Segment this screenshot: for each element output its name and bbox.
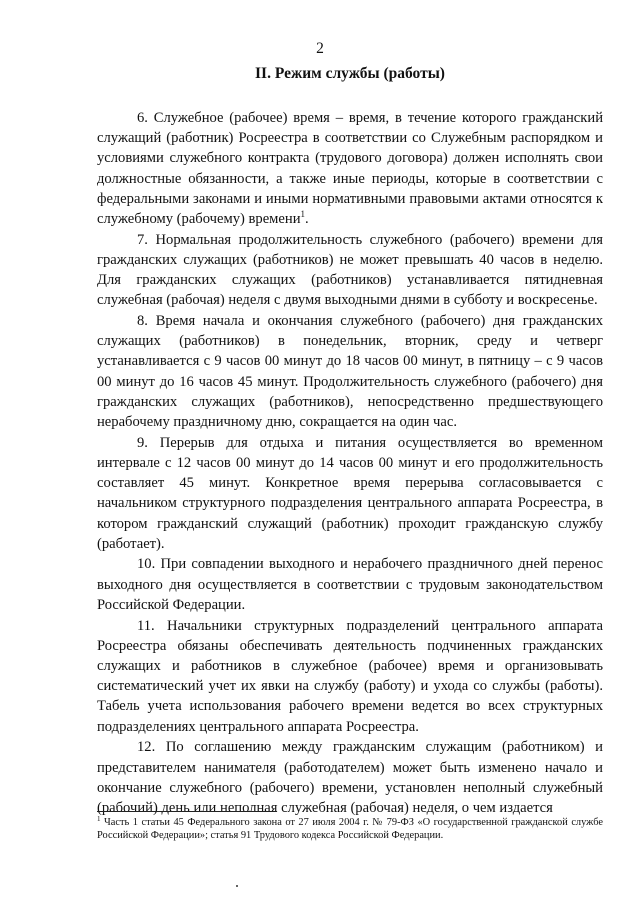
footnote-divider (97, 811, 277, 812)
paragraph-10: 10. При совпадении выходного и нерабочего праздничного дней перенос выходного дня осуществляется в соответствии с трудовым законодательством Российской Федерации. (97, 556, 603, 613)
footnote-reference: 1 (300, 209, 305, 220)
paragraph-6-text: 6. Служебное (рабочее) время – время, в течение которого гражданский служащий (работник) Росреестра в соответствии со Служебным распорядком и условиями служебного контракта (трудового договора) должен исполнять свои должностные обязанности, а также иные периоды, которые в соответствии с федеральными законами и иными нормативными правовыми актами относятся к служебному (рабочему) времени (97, 110, 603, 228)
section-title: II. Режим службы (работы) (255, 65, 445, 82)
paragraph-9: 9. Перерыв для отдыха и питания осуществляется во временном интервале с 12 часов 00 минут до 14 часов 00 минут и его продолжительность составляет 45 минут. Конкретное время перерыва согласовывается с начальником структурного подразделения центрального аппарата Росреестра, в котором гражданский служащий (работник) проходит гражданскую службу (работает). (97, 434, 603, 552)
scan-speck (236, 885, 238, 887)
footnote-marker: 1 (97, 815, 101, 823)
paragraph-6 (97, 108, 603, 229)
footnote-text: Часть 1 статьи 45 Федерального закона от 27 июля 2004 г. № 79-ФЗ «О государственной гражданской службе Российской Федерации»; статья 91 Трудового кодекса Российской Федерации. (97, 817, 603, 841)
footnote (97, 816, 603, 842)
paragraph-7: 7. Нормальная продолжительность служебного (рабочего) времени для гражданских служащих (работников) не может превышать 40 часов в неделю. Для гражданских служащих (работников) устанавливается пятидневная служебная (рабочая) неделя с двумя выходными днями в субботу и воскресенье. (97, 231, 603, 309)
paragraph-11: 11. Начальники структурных подразделений центрального аппарата Росреестра обязаны обеспечивать деятельность подчиненных гражданских служащих и работников в служебное (рабочее) время и организовывать систематический учет их явки на службу (работу) и ухода со службы (работы). Табель учета использования рабочего времени ведется во всех структурных подразделениях центрального аппарата Росреестра. (97, 617, 603, 735)
paragraph-12: 12. По соглашению между гражданским служащим (работником) и представителем нанимателя (работодателем) может быть изменено начало и окончание служебного (рабочего) времени, установлен неполный служебный (рабочий) день или неполная служебная (рабочая) неделя, о чем издается (97, 739, 603, 816)
document-body (97, 108, 603, 818)
paragraph-8: 8. Время начала и окончания служебного (рабочего) дня гражданских служащих (работников) в понедельник, вторник, среду и четверг устанавливается с 9 часов 00 минут до 18 часов 00 минут, в пятницу – с 9 часов 00 минут до 16 часов 45 минут. Продолжительность служебного (рабочего) дня гражданских служащих (работников), непосредственно предшествующего нерабочему праздничному дню, сокращается на один час. (97, 313, 603, 431)
paragraph-6-end: . (305, 211, 309, 228)
page-number: 2 (316, 40, 324, 57)
